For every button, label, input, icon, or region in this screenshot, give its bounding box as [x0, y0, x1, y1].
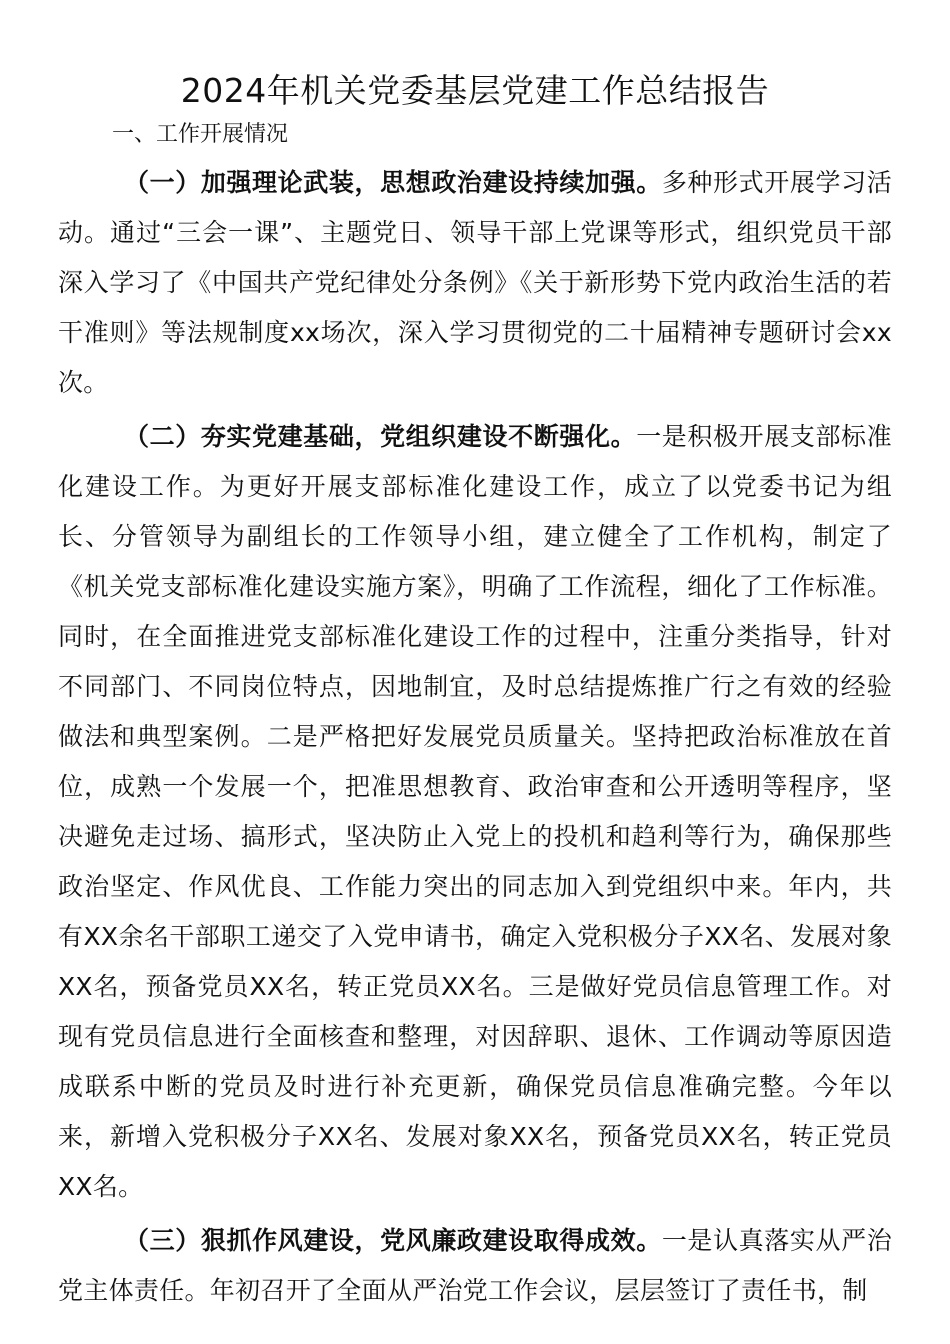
paragraph-1-lead: （一）加强理论武装，思想政治建设持续加强。: [124, 168, 662, 197]
document-page: [58, 66, 892, 1320]
paragraph-1-body: 多种形式开展学习活动。通过“三会一课”、主题党日、领导干部上党课等形式，组织党员干部深入学习了《中国共产党纪律处分条例》《关于新形势下党内政治生活的若干准则》等法规制度xx场次，深入学习贯彻党的二十届精神专题研讨会xx次。: [58, 168, 892, 397]
paragraph-2: [58, 412, 892, 1212]
paragraph-3: [58, 1216, 892, 1316]
paragraph-1: [58, 158, 892, 408]
paragraph-3-body: 一是认真落实从严治党主体责任。年初召开了全面从严治党工作会议，层层签订了责任书，制: [58, 1226, 892, 1305]
section-heading: 一、工作开展情况: [112, 122, 289, 147]
paragraph-2-body: 一是积极开展支部标准化建设工作。为更好开展支部标准化建设工作，成立了以党委书记为组长、分管领导为副组长的工作领导小组，建立健全了工作机构，制定了《机关党支部标准化建设实施方案》，明确了工作流程，细化了工作标准。同时，在全面推进党支部标准化建设工作的过程中，注重分类指导，针对不同部门、不同岗位特点，因地制宜，及时总结提炼推广行之有效的经验做法和典型案例。二是严格把好发展党员质量关。坚持把政治标准放在首位，成熟一个发展一个，把准思想教育、政治审查和公开透明等程序，坚决避免走过场、搞形式，坚决防止入党上的投机和趋利等行为，确保那些政治坚定、作风优良、工作能力突出的同志加入到党组织中来。年内，共有XX余名干部职工递交了入党申请书，确定入党积极分子XX名、发展对象XX名，预备党员XX名，转正党员XX名。三是做好党员信息管理工作。对现有党员信息进行全面核查和整理，对因辞职、退休、工作调动等原因造成联系中断的党员及时进行补充更新，确保党员信息准确完整。今年以来，新增入党积极分子XX名、发展对象XX名，预备党员XX名，转正党员XX名。: [58, 422, 892, 1201]
document-title: 2024年机关党委基层党建工作总结报告: [180, 71, 770, 110]
paragraph-3-lead: （三）狠抓作风建设，党风廉政建设取得成效。: [124, 1226, 662, 1255]
paragraph-2-lead: （二）夯实党建基础，党组织建设不断强化。: [124, 422, 637, 451]
